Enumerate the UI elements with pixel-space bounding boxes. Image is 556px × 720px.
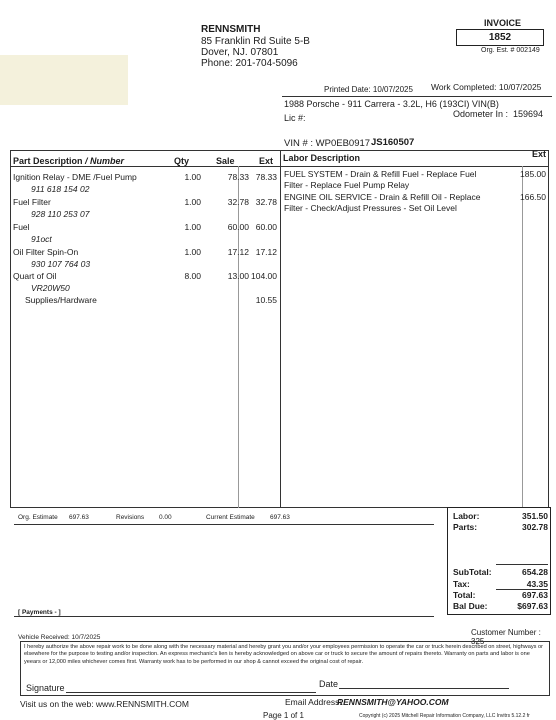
balance-due-label: Bal Due: — [453, 601, 488, 611]
printed-date: Printed Date: 10/07/2025 — [324, 85, 413, 94]
footer-page-number: Page 1 of 1 — [263, 711, 304, 720]
part-qty: 1.00 — [184, 197, 201, 207]
labor-line1: ENGINE OIL SERVICE - Drain & Refill Oil - Replace — [284, 192, 481, 202]
part-ext: 60.00 — [255, 222, 277, 232]
work-completed-date: Work Completed: 10/07/2025 — [431, 82, 542, 92]
customer-number: Customer Number : 325 — [471, 628, 541, 646]
parts-header-ext: Ext — [259, 156, 274, 166]
parts-header-sale: Sale — [216, 156, 235, 166]
revisions-label: Revisions — [116, 514, 145, 521]
labor-ext: 166.50 — [520, 192, 546, 202]
part-qty: 1.00 — [184, 247, 201, 257]
totals-box — [447, 507, 551, 615]
labor-ext: 185.00 — [520, 169, 546, 179]
date-line[interactable] — [339, 688, 509, 689]
labor-header-ext: Ext — [532, 149, 547, 159]
labor-row — [284, 169, 549, 191]
labor-ext-divider — [522, 166, 523, 508]
part-sale: 13.00 — [227, 271, 249, 281]
labor-row — [284, 192, 549, 214]
authorization-box — [20, 641, 550, 696]
footer-email-label: Email Address: — [285, 697, 342, 707]
labor-total-value: 351.50 — [522, 511, 548, 521]
vehicle-description: 1988 Porsche - 911 Carrera - 3.2L, H6 (193CI) VIN(B) — [284, 99, 499, 109]
subtotal-rule — [496, 564, 548, 565]
part-row — [13, 197, 278, 219]
current-estimate-label: Current Estimate — [206, 514, 255, 521]
parts-total-value: 302.78 — [522, 522, 548, 532]
part-qty: 1.00 — [184, 222, 201, 232]
vin-label: VIN # : WP0EB0917 — [284, 138, 371, 149]
part-sale: 17.12 — [227, 247, 249, 257]
tax-label: Tax: — [453, 579, 470, 589]
labor-line1: FUEL SYSTEM - Drain & Refill Fuel - Replace Fuel — [284, 169, 477, 179]
header-rule — [282, 96, 552, 97]
part-row — [13, 247, 278, 269]
labor-header-description: Labor Description — [283, 153, 361, 163]
part-row — [13, 172, 278, 194]
part-ext: 104.00 — [251, 271, 277, 281]
part-row — [13, 222, 278, 244]
shop-address-line2: Dover, NJ. 07801 — [201, 47, 279, 58]
part-sale: 78.33 — [227, 172, 249, 182]
balance-due-value: $697.63 — [517, 601, 548, 611]
payments-label: [ Payments - ] — [18, 609, 61, 616]
supplies-label: Supplies/Hardware — [25, 295, 97, 305]
parts-header-description — [13, 156, 124, 166]
part-name: Quart of Oil — [13, 271, 57, 281]
invoice-number: 1852 — [456, 29, 544, 46]
footer-website: Visit us on the web: www.RENNSMITH.COM — [20, 699, 189, 709]
invoice-label: INVOICE — [484, 18, 522, 28]
current-estimate-value: 697.63 — [270, 514, 290, 521]
odometer-label: Odometer In : — [453, 109, 509, 119]
part-sale: 60.00 — [227, 222, 249, 232]
license-label: Lic #: — [284, 113, 306, 123]
tax-value: 43.35 — [526, 579, 548, 589]
vehicle-received: Vehicle Received: 10/7/2025 — [18, 634, 101, 641]
part-number: 91oct — [31, 234, 52, 244]
subtotal-value: 654.28 — [522, 567, 548, 577]
parts-header-description-text: Part Description — [13, 156, 83, 166]
labor-line2: Filter - Check/Adjust Pressures - Set Oil Level — [284, 203, 457, 213]
payments-rule — [14, 616, 434, 617]
labor-line2: Filter - Replace Fuel Pump Relay — [284, 180, 410, 190]
parts-total-label: Parts: — [453, 522, 478, 532]
supplies-row — [13, 295, 278, 307]
estimates-rule — [14, 524, 434, 525]
org-estimate-label: Org. Estimate — [18, 514, 58, 521]
table-center-divider — [280, 150, 281, 508]
part-ext: 17.12 — [255, 247, 277, 257]
authorization-text: I hereby authorize the above repair work to be done along with the necessary material and hereby grant you and/or your employees permission to operate the car or truck herein described on street, highways or elsewhere for the purpose to testing and/or inspection. An express mechanic's lien is hereby acknowledged on above car or truck to secure the amount of repairs thereto. Warranty on parts and labor is one yeears or 12,000 miles whichever comes first. Warranty work has to be performed in our shop & cannot exceed the original cost of repair. — [24, 644, 543, 665]
part-row — [13, 271, 278, 293]
part-ext: 78.33 — [255, 172, 277, 182]
part-name: Fuel Filter — [13, 197, 51, 207]
shop-phone: Phone: 201-704-5096 — [201, 58, 298, 69]
revisions-value: 0.00 — [159, 514, 172, 521]
part-name: Oil Filter Spin-On — [13, 247, 79, 257]
part-sale: 32.78 — [227, 197, 249, 207]
footer-email: RENNSMITH@YAHOO.COM — [337, 697, 449, 707]
part-number: 928 110 253 07 — [31, 209, 90, 219]
signature-line[interactable] — [66, 692, 316, 693]
shop-name: RENNSMITH — [201, 24, 261, 35]
org-estimate-value: 697.63 — [69, 514, 89, 521]
part-number: 930 107 764 03 — [31, 259, 91, 269]
part-name: Fuel — [13, 222, 30, 232]
shop-address-line1: 85 Franklin Rd Suite 5-B — [201, 36, 310, 47]
part-number: 911 618 154 02 — [31, 184, 90, 194]
redacted-customer-block — [0, 55, 128, 105]
odometer-value: 159694 — [513, 109, 544, 119]
part-number: VR20W50 — [31, 283, 70, 293]
total-label: Total: — [453, 590, 476, 600]
parts-header-qty: Qty — [174, 156, 190, 166]
org-estimate-number: Org. Est. # 002149 — [481, 47, 540, 54]
part-qty: 8.00 — [184, 271, 201, 281]
labor-total-label: Labor: — [453, 511, 480, 521]
date-label: Date — [319, 679, 339, 689]
subtotal-label: SubTotal: — [453, 567, 492, 577]
footer-copyright: Copyright (c) 2025 Mitchell Repair Information Company, LLC Invitrs 5.12.2 fr — [359, 713, 530, 719]
part-qty: 1.00 — [184, 172, 201, 182]
parts-header-number-text: / Number — [85, 156, 125, 166]
vin-value: JS160507 — [371, 137, 415, 148]
part-name: Ignition Relay - DME /Fuel Pump — [13, 172, 137, 182]
supplies-ext: 10.55 — [255, 295, 277, 305]
total-value: 697.63 — [522, 590, 548, 600]
part-ext: 32.78 — [255, 197, 277, 207]
signature-label: Signature — [26, 683, 65, 693]
